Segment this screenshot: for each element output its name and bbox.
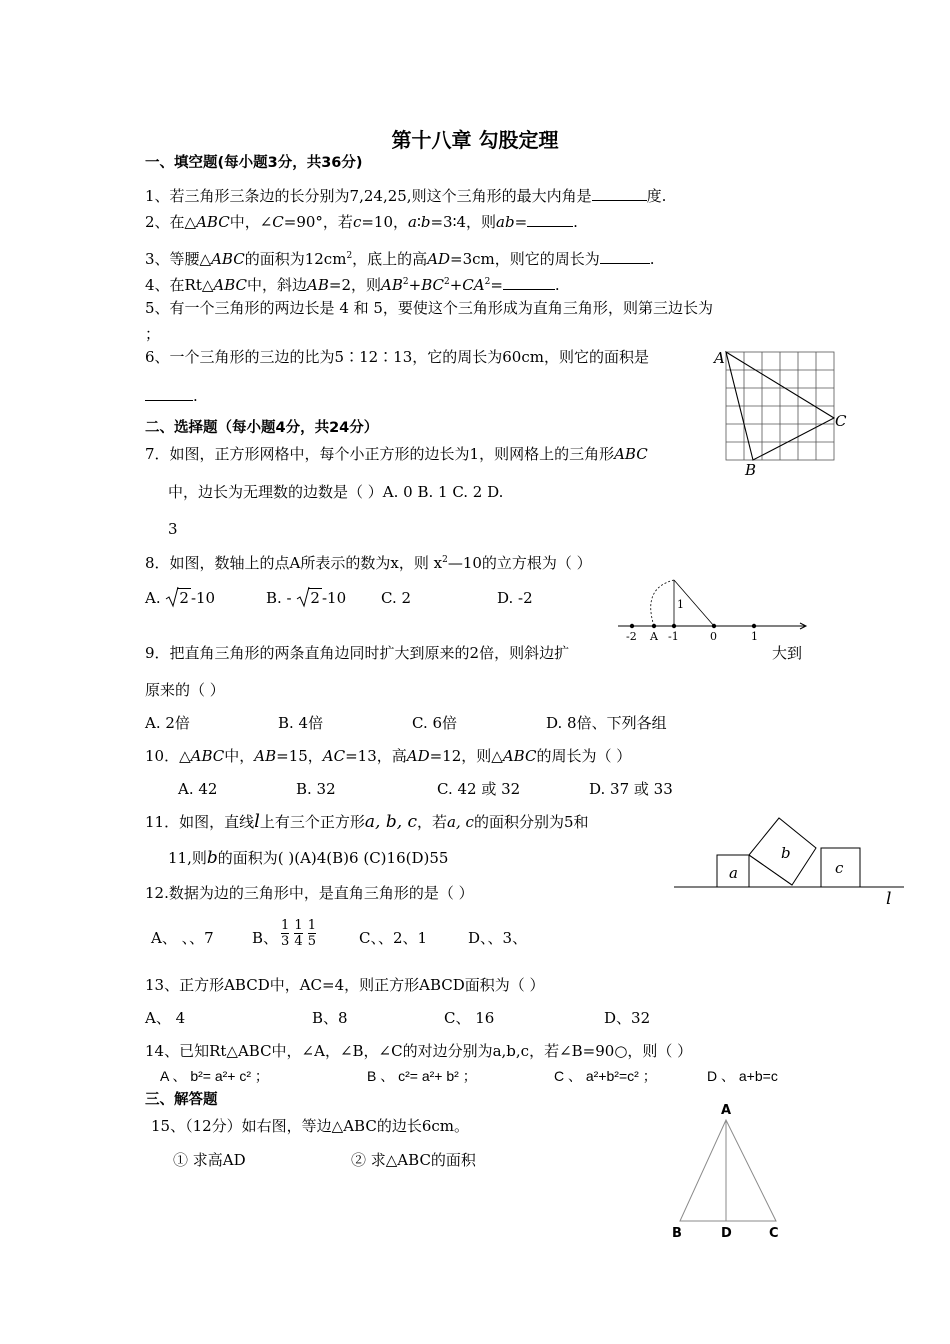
q8-option-b[interactable] bbox=[266, 588, 346, 608]
vertex-a-label: A bbox=[721, 1103, 732, 1118]
q4-text: + bbox=[408, 276, 422, 294]
tick-dot bbox=[672, 624, 676, 628]
q8-option-c[interactable]: C. 2 bbox=[381, 589, 412, 607]
q12-option-b[interactable] bbox=[252, 928, 278, 948]
fraction-denominator: 5 bbox=[307, 934, 317, 949]
q10-option-a[interactable]: A. 42 bbox=[178, 780, 218, 798]
q8-a-tail: -10 bbox=[190, 589, 216, 607]
radical-sign-icon bbox=[165, 586, 179, 608]
fraction-denominator: 3 bbox=[281, 934, 290, 949]
q4-sup: 2 bbox=[443, 277, 450, 287]
question-5-end: ； bbox=[145, 325, 161, 343]
q7-var: ABC bbox=[614, 445, 648, 463]
question-11-line1 bbox=[145, 812, 588, 832]
q2-text: =10， bbox=[361, 213, 408, 231]
q2-var: a bbox=[408, 213, 417, 231]
question-7-line3: 3 bbox=[168, 520, 178, 538]
question-11-line2 bbox=[168, 848, 448, 868]
q12-b-label: B、 bbox=[252, 929, 279, 947]
q2-text: 2、在△ bbox=[145, 213, 197, 231]
q8-option-a[interactable] bbox=[145, 588, 215, 608]
grid-label-b: B bbox=[745, 461, 757, 479]
q12-option-c[interactable]: C、、2、1 bbox=[359, 929, 428, 947]
q10-text: =12，则△ bbox=[429, 747, 503, 765]
tick-label: -2 bbox=[626, 630, 637, 643]
q14-option-a[interactable]: A 、 b²= a²+ c² ； bbox=[160, 1068, 269, 1084]
tick-dot bbox=[752, 624, 756, 628]
q10-option-c[interactable]: C. 42 或 32 bbox=[437, 780, 521, 798]
q15-part-1: ① 求高AD bbox=[173, 1151, 246, 1169]
question-3 bbox=[145, 246, 655, 269]
q2-blank bbox=[527, 212, 573, 227]
radical-sign-icon bbox=[296, 586, 310, 608]
q4-text: 4、在Rt△ bbox=[145, 276, 214, 294]
question-13: 13、正方形ABCD中，AC=4，则正方形ABCD面积为（ ） bbox=[145, 976, 545, 994]
q3-text: =3cm，则它的周长为 bbox=[450, 250, 600, 268]
q12-option-d[interactable]: D、、3、 bbox=[468, 929, 528, 947]
tick-dot bbox=[630, 624, 634, 628]
q14-option-b[interactable]: B 、 c²= a²+ b² ； bbox=[367, 1068, 477, 1084]
q2-var: c bbox=[352, 213, 362, 231]
q8-sup: 2 bbox=[442, 555, 448, 565]
q7-text: 7．如图，正方形网格中，每个小正方形的边长为1，则网格上的三角形 bbox=[145, 445, 615, 463]
q15-part-2: ② 求△ABC的面积 bbox=[351, 1151, 476, 1169]
q1-blank bbox=[592, 186, 647, 201]
q9-option-b[interactable]: B. 4倍 bbox=[278, 714, 324, 732]
q11-text: 的面积分别为5和 bbox=[473, 813, 589, 831]
triangle-abc bbox=[680, 1120, 776, 1221]
q11-var: a, b, c bbox=[364, 812, 418, 832]
q11-text: ，若 bbox=[417, 813, 448, 831]
q2-text: = bbox=[514, 213, 528, 231]
fraction bbox=[281, 918, 289, 949]
fraction bbox=[308, 918, 316, 949]
grid-label-c: C bbox=[835, 412, 847, 430]
q13-option-d[interactable]: D、32 bbox=[604, 1009, 651, 1027]
sqrt-symbol bbox=[165, 588, 191, 608]
vertex-b-label: B bbox=[672, 1226, 682, 1241]
q8-b-radicand: 2 bbox=[310, 589, 320, 607]
q13-option-c[interactable]: C、 16 bbox=[444, 1009, 495, 1027]
question-7-line1 bbox=[145, 444, 648, 464]
q8-text: —10的立方根为（ ） bbox=[447, 554, 592, 572]
q10-var: ABC bbox=[502, 747, 537, 765]
fraction-numerator: 1 bbox=[281, 918, 290, 933]
height-label: 1 bbox=[677, 598, 684, 611]
q10-var: AD bbox=[406, 747, 430, 765]
q4-sup: 2 bbox=[402, 277, 409, 287]
question-9-line1-end: 大到 bbox=[772, 644, 803, 662]
q11-text: 11,则 bbox=[168, 849, 207, 867]
q14-option-d[interactable]: D 、 a+b=c bbox=[707, 1068, 778, 1084]
q9-option-a[interactable]: A. 2倍 bbox=[145, 714, 190, 732]
fraction-numerator: 1 bbox=[294, 918, 303, 933]
tick-label: 1 bbox=[751, 630, 758, 643]
q2-text: ∶ bbox=[416, 213, 421, 231]
q4-var: ABC bbox=[213, 276, 248, 294]
q13-option-b[interactable]: B、8 bbox=[312, 1009, 348, 1027]
q10-option-b[interactable]: B. 32 bbox=[296, 780, 336, 798]
q10-text: 10．△ bbox=[145, 747, 191, 765]
q8-text: 8．如图，数轴上的点A所表示的数为x，则 x bbox=[145, 554, 443, 572]
tick-dot bbox=[712, 624, 716, 628]
q11-var: a, c bbox=[447, 813, 474, 831]
q4-var: BC bbox=[421, 276, 444, 294]
grid-triangle-figure bbox=[712, 346, 852, 482]
q10-text: 中， bbox=[224, 747, 255, 765]
question-9-line2: 原来的（ ） bbox=[145, 681, 225, 699]
q8-b-tail: -10 bbox=[321, 589, 347, 607]
q1-end: 度. bbox=[646, 187, 667, 205]
q8-option-d[interactable]: D. -2 bbox=[497, 589, 533, 607]
q6-end-text: . bbox=[193, 387, 198, 405]
q11-text: 11．如图，直线 bbox=[145, 813, 255, 831]
q2-text: 中，∠ bbox=[229, 213, 273, 231]
question-8 bbox=[145, 550, 592, 573]
q1-text: 1、若三角形三条边的长分别为7,24,25,则这个三角形的最大内角是 bbox=[145, 187, 592, 205]
q2-var: ABC bbox=[196, 213, 230, 231]
question-14: 14、已知Rt△ABC中，∠A，∠B，∠C的对边分别为a,b,c，若∠B=90○，则（ ） bbox=[145, 1042, 693, 1060]
q10-var: AB bbox=[254, 747, 277, 765]
q3-text: 3、等腰△ bbox=[145, 250, 212, 268]
q12-b-fractions bbox=[281, 918, 316, 949]
q3-text: 的面积为12cm bbox=[244, 250, 347, 268]
q3-blank bbox=[600, 249, 650, 264]
grid-label-a: A bbox=[714, 349, 725, 367]
q13-option-a[interactable]: A、 4 bbox=[145, 1009, 186, 1027]
sqrt-symbol bbox=[296, 588, 322, 608]
compass-arc bbox=[651, 580, 674, 626]
question-6-end bbox=[145, 386, 198, 406]
equilateral-triangle-figure bbox=[664, 1100, 794, 1245]
q10-text: =15， bbox=[276, 747, 323, 765]
tick-label: -1 bbox=[668, 630, 679, 643]
q4-text: =2，则 bbox=[328, 276, 382, 294]
square-a-label: a bbox=[729, 864, 738, 882]
q8-b-label: B. - bbox=[266, 589, 292, 607]
tick-dot bbox=[652, 624, 656, 628]
q11-text: 的面积为( )(A)4(B)6 (C)16(D)55 bbox=[217, 849, 449, 867]
q4-var: CA bbox=[462, 276, 485, 294]
question-6: 6、一个三角形的三边的比为5∶12∶13，它的周长为60cm，则它的面积是 bbox=[145, 348, 649, 366]
fraction-denominator: 4 bbox=[294, 934, 303, 949]
question-15: 15、（12分）如右图，等边△ABC的边长6cm。 bbox=[151, 1117, 469, 1135]
q4-text: = bbox=[490, 276, 503, 294]
q10-var: AC bbox=[322, 747, 346, 765]
question-12: 12.数据为边的三角形中，是直角三角形的是（ ） bbox=[145, 884, 474, 902]
q11-text: 上有三个正方形 bbox=[259, 813, 365, 831]
q2-var: b bbox=[420, 213, 431, 231]
q11-var: b bbox=[206, 848, 218, 868]
fraction-numerator: 1 bbox=[307, 918, 317, 933]
tick-label: 0 bbox=[710, 630, 717, 643]
question-10 bbox=[145, 746, 631, 766]
tick-label: A bbox=[650, 630, 658, 643]
question-2 bbox=[145, 212, 578, 232]
q8-a-radicand: 2 bbox=[179, 589, 189, 607]
q2-text: =3∶4，则 bbox=[430, 213, 497, 231]
grid-lines bbox=[726, 352, 834, 460]
q2-var: ab bbox=[496, 213, 515, 231]
q4-text: + bbox=[449, 276, 463, 294]
question-7-line2: 中，边长为无理数的边数是（ ）A. 0 B. 1 C. 2 D. bbox=[168, 483, 504, 501]
q14-option-c[interactable]: C 、 a²+b²=c² ； bbox=[554, 1068, 657, 1084]
section-solution-heading: 三、解答题 bbox=[145, 1092, 218, 1108]
q9-option-c[interactable]: C. 6倍 bbox=[412, 714, 458, 732]
fraction bbox=[294, 918, 302, 949]
q3-var: ABC bbox=[211, 250, 245, 268]
q2-end: . bbox=[573, 213, 578, 231]
section-choice-heading: 二、选择题（每小题4分，共24分） bbox=[145, 420, 379, 436]
q3-sup: 2 bbox=[346, 251, 353, 261]
number-line-figure bbox=[612, 574, 812, 644]
q2-text: =90°，若 bbox=[283, 213, 353, 231]
section-fill-blank-heading: 一、填空题(每小题3分，共36分) bbox=[145, 155, 363, 171]
square-b-label: b bbox=[781, 844, 791, 862]
q12-option-a[interactable]: A、 、、7 bbox=[151, 929, 214, 947]
q4-text: 中，斜边 bbox=[247, 276, 308, 294]
q4-end: . bbox=[554, 276, 560, 294]
q10-text: 的周长为（ ） bbox=[536, 747, 632, 765]
q3-end: . bbox=[649, 250, 655, 268]
q3-var: AD bbox=[427, 250, 451, 268]
q11-var: l bbox=[254, 811, 260, 832]
q10-option-d[interactable]: D. 37 或 33 bbox=[589, 780, 673, 798]
q4-var: AB bbox=[381, 276, 403, 294]
question-4 bbox=[145, 272, 560, 295]
q6-blank bbox=[145, 386, 193, 401]
vertex-c-label: C bbox=[769, 1226, 779, 1241]
squares-on-line-figure bbox=[672, 812, 910, 912]
q4-blank bbox=[503, 275, 555, 290]
q4-var: AB bbox=[307, 276, 329, 294]
q10-text: =13，高 bbox=[345, 747, 407, 765]
question-5: 5、有一个三角形的两边长是 4 和 5，要使这个三角形成为直角三角形，则第三边长为 bbox=[145, 299, 713, 317]
square-c-label: c bbox=[835, 859, 844, 877]
q4-sup: 2 bbox=[484, 277, 491, 287]
q3-text: ，底上的高 bbox=[352, 250, 428, 268]
q9-option-d[interactable]: D. 8倍、下列各组 bbox=[546, 714, 667, 732]
point-d-label: D bbox=[721, 1226, 732, 1241]
question-1 bbox=[145, 186, 666, 206]
line-l-label: l bbox=[886, 889, 892, 909]
q10-var: ABC bbox=[190, 747, 225, 765]
q8-a-label: A. bbox=[145, 589, 161, 607]
question-9-line1: 9．把直角三角形的两条直角边同时扩大到原来的2倍，则斜边扩 bbox=[145, 644, 570, 662]
page-title: 第十八章 勾股定理 bbox=[391, 128, 559, 152]
q2-var: C bbox=[272, 213, 284, 231]
